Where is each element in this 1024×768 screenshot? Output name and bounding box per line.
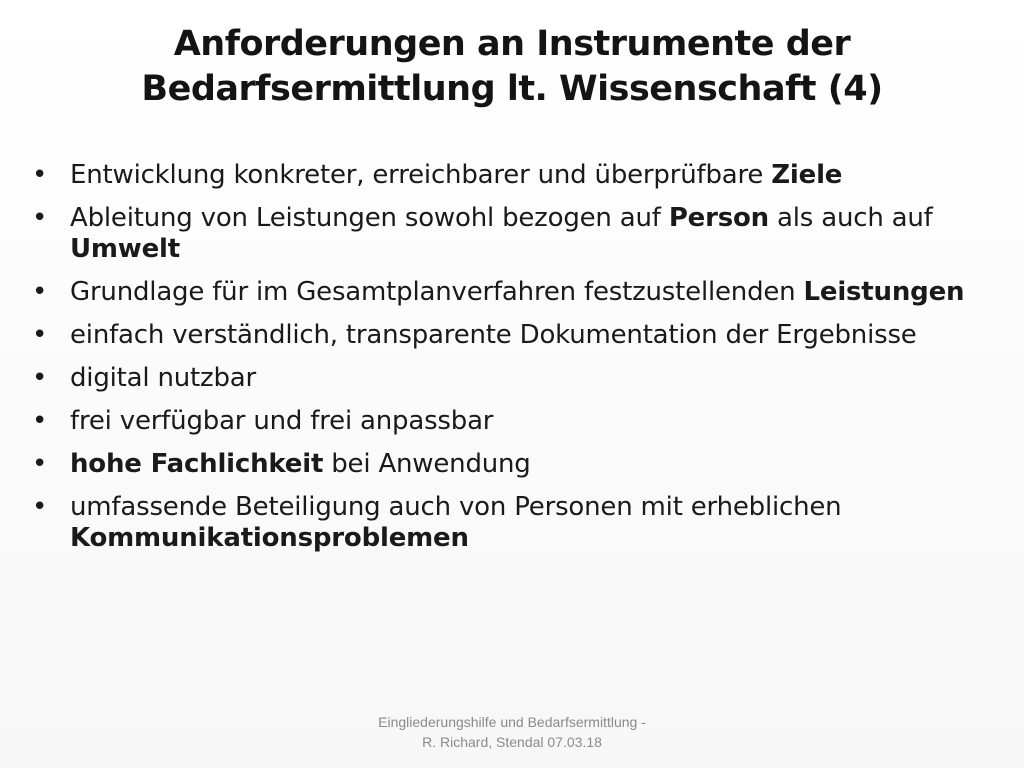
bullet-text xyxy=(70,492,841,553)
bullet-dot-icon: • xyxy=(32,203,48,233)
bullet-text xyxy=(70,277,964,307)
bullet-text-segment: einfach verständlich, transparente Dokumentation der Ergebnisse xyxy=(70,320,917,350)
bullet-dot-icon: • xyxy=(32,449,48,479)
bullet-dot-icon: • xyxy=(32,320,48,350)
bullet-text-emphasis: Kommunikationsproblemen xyxy=(70,523,469,553)
bullet-item xyxy=(28,363,988,394)
slide-title-line-2: Bedarfsermittlung lt. Wissenschaft (4) xyxy=(141,69,883,109)
slide-footer xyxy=(312,712,712,752)
bullet-text-segment: frei verfügbar und frei anpassbar xyxy=(70,406,494,436)
bullet-text xyxy=(70,320,917,350)
bullet-text-segment: Ableitung von Leistungen sowohl bezogen auf xyxy=(70,203,669,233)
bullet-text-segment: bei Anwendung xyxy=(323,449,531,479)
bullet-text-segment: Grundlage für im Gesamtplanverfahren festzustellenden xyxy=(70,277,804,307)
bullet-text-segment: als auch auf xyxy=(768,203,933,233)
slide-title-line-1: Anforderungen an Instrumente der xyxy=(173,24,851,64)
slide-title xyxy=(70,22,954,112)
bullet-item xyxy=(28,160,988,191)
bullet-text-emphasis: Person xyxy=(668,203,769,233)
bullet-text-emphasis: Ziele xyxy=(771,160,843,190)
bullet-dot-icon: • xyxy=(32,492,48,522)
bullet-dot-icon: • xyxy=(32,160,48,190)
bullet-dot-icon: • xyxy=(32,363,48,393)
bullet-text-segment: digital nutzbar xyxy=(70,363,256,393)
bullet-item xyxy=(28,320,988,351)
bullet-text-emphasis: hohe Fachlichkeit xyxy=(70,449,324,479)
bullet-text xyxy=(70,203,933,264)
bullet-item xyxy=(28,277,988,308)
bullet-text xyxy=(70,406,493,436)
bullet-item xyxy=(28,203,988,265)
bullet-list xyxy=(28,160,988,566)
bullet-dot-icon: • xyxy=(32,406,48,436)
bullet-item xyxy=(28,406,988,437)
bullet-text-emphasis: Leistungen xyxy=(803,277,965,307)
bullet-text-segment: umfassende Beteiligung auch von Personen mit erheblichen xyxy=(70,492,842,522)
bullet-text xyxy=(70,160,842,190)
bullet-dot-icon: • xyxy=(32,277,48,307)
bullet-item xyxy=(28,449,988,480)
bullet-text-emphasis: Umwelt xyxy=(70,234,180,264)
bullet-text-segment: Entwicklung konkreter, erreichbarer und überprüfbare xyxy=(70,160,772,190)
bullet-text xyxy=(70,363,256,393)
bullet-item xyxy=(28,492,988,554)
footer-line-1: Eingliederungshilfe und Bedarfsermittlung - xyxy=(378,714,646,730)
footer-line-2: R. Richard, Stendal 07.03.18 xyxy=(422,734,602,750)
bullet-text xyxy=(70,449,531,479)
